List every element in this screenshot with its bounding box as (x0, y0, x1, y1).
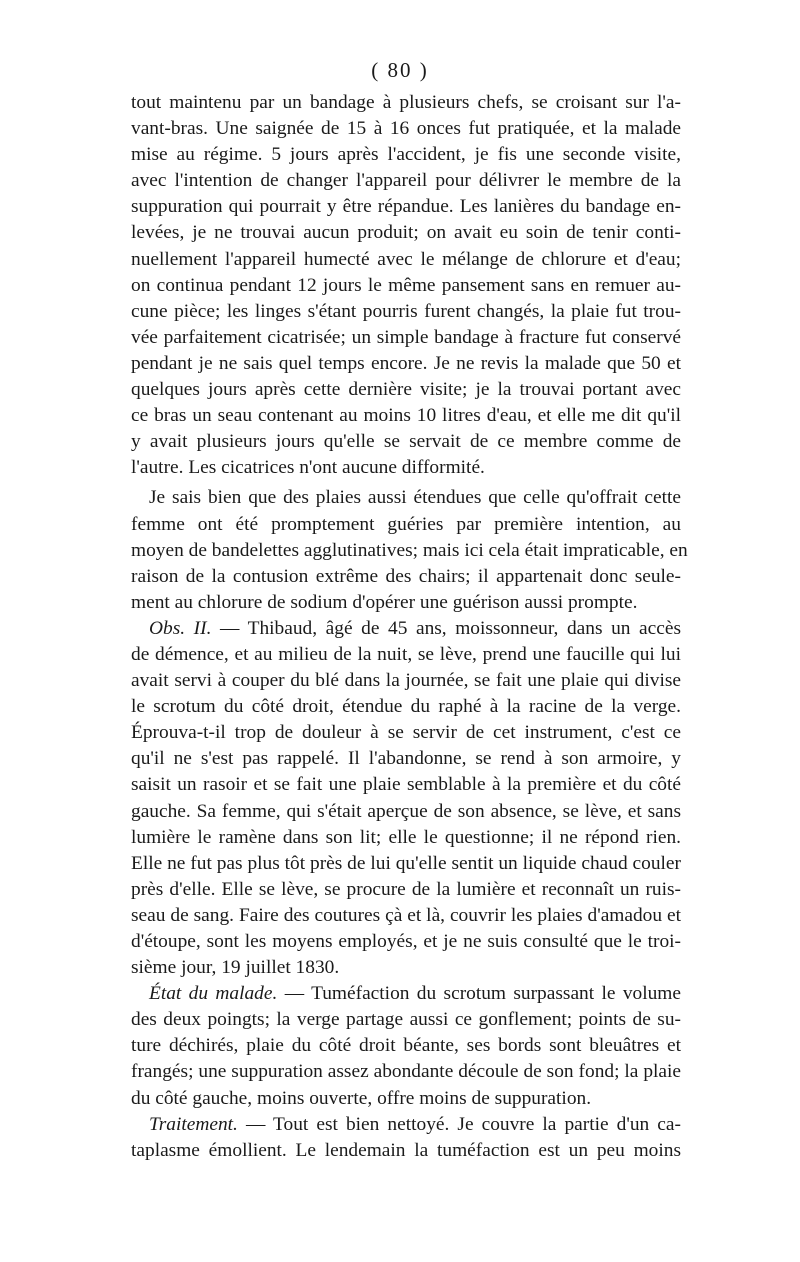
paragraph-1 (131, 90, 681, 481)
text-line: qu'il ne s'est pas rappelé. Il l'abandonne, se rend à son armoire, y (131, 748, 681, 770)
text-line: avait servi à couper du blé dans la journée, se fait une plaie qui divise (131, 670, 681, 692)
text-line: frangés; une suppuration assez abondante découle de son fond; la plaie (131, 1061, 681, 1083)
observation-heading: Obs. II. (149, 617, 212, 639)
section-heading: Traitement. (149, 1113, 238, 1135)
text-line: ture déchirés, plaie du côté droit béante, ses bords sont bleuâtres et (131, 1035, 681, 1057)
text-line (131, 1112, 681, 1138)
text-line: gauche. Sa femme, qui s'était aperçue de son absence, se lève, et sans (131, 800, 681, 822)
page-body (131, 90, 688, 1164)
text-line: près d'elle. Elle se lève, se procure de la lumière et reconnaît un ruis- (131, 878, 681, 900)
text-line: moyen de bandelettes agglutinatives; mais ici cela était impraticable, en (131, 539, 688, 561)
text-line: vant-bras. Une saignée de 15 à 16 onces fut pratiquée, et la malade (131, 118, 681, 140)
text-line: de démence, et au milieu de la nuit, se lève, prend une faucille qui lui (131, 643, 681, 665)
text-line: lumière le ramène dans son lit; elle le questionne; il ne répond rien. (131, 826, 681, 848)
text-line: avec l'intention de changer l'appareil pour délivrer le membre de la (131, 170, 681, 192)
text-line: le scrotum du côté droit, étendue du raphé à la racine de la verge. (131, 696, 681, 718)
text-line: raison de la contusion extrême des chairs; il appartenait donc seule- (131, 565, 681, 587)
text-line: seau de sang. Faire des coutures çà et là, couvrir les plaies d'amadou et (131, 904, 681, 926)
text-line: pendant je ne sais quel temps encore. Je ne revis la malade que 50 et (131, 352, 681, 374)
paragraph-etat-du-malade (131, 981, 681, 1111)
text-line: des deux poingts; la verge partage aussi ce gonflement; points de su- (131, 1009, 681, 1031)
paragraph-obs-2 (131, 616, 681, 981)
page-number: ( 80 ) (371, 58, 429, 82)
text-line: tout maintenu par un bandage à plusieurs chefs, se croisant sur l'a- (131, 92, 681, 113)
paragraph-traitement (131, 1112, 681, 1164)
text-line: ce bras un seau contenant au moins 10 litres d'eau, et elle me dit qu'il (131, 405, 681, 427)
text-line: quelques jours après cette dernière visite; je la trouvai portant avec (131, 379, 681, 401)
text-run: — Tout est bien nettoyé. Je couvre la partie d'un ca- (245, 1113, 681, 1135)
text-line: nuellement l'appareil humecté avec le mélange de chlorure et d'eau; (131, 248, 681, 270)
text-line: levées, je ne trouvai aucun produit; on avait eu soin de tenir conti- (131, 222, 681, 244)
text-line: cune pièce; les linges s'étant pourris furent changés, la plaie fut trou- (131, 300, 681, 322)
text-line: y avait plusieurs jours qu'elle se servait de ce membre comme de (131, 431, 681, 453)
text-line: Elle ne fut pas plus tôt près de lui qu'elle sentit un liquide chaud couler (131, 852, 681, 874)
text-line: on continua pendant 12 jours le même pansement sans en remuer au- (131, 274, 681, 296)
text-run: — Thibaud, âgé de 45 ans, moissonneur, dans un accès (220, 617, 682, 639)
text-line: d'étoupe, sont les moyens employés, et je ne suis consulté que le troi- (131, 931, 681, 952)
text-line: vée parfaitement cicatrisée; un simple bandage à fracture fut conservé (131, 326, 681, 348)
text-line: saisit un rasoir et se fait une plaie semblable à la première et du côté (131, 774, 681, 796)
text-line: du côté gauche, moins ouverte, offre moins de suppuration. (131, 1087, 592, 1109)
text-line: mise au régime. 5 jours après l'accident, je fis une seconde visite, (131, 144, 681, 166)
text-line: taplasme émollient. Le lendemain la tuméfaction est un peu moins (131, 1139, 681, 1161)
paragraph-2 (131, 485, 688, 615)
text-line: femme ont été promptement guéries par première intention, au (131, 513, 681, 535)
text-line: sième jour, 19 juillet 1830. (131, 957, 340, 979)
text-line (131, 981, 681, 1007)
text-line: ment au chlorure de sodium d'opérer une guérison aussi prompte. (131, 591, 638, 613)
text-run: — Tuméfaction du scrotum surpassant le volume (284, 983, 681, 1005)
text-line: suppuration qui pourrait y être répandue. Les lanières du bandage en- (131, 196, 681, 218)
text-line: Éprouva-t-il trop de douleur à se servir de cet instrument, c'est ce (131, 722, 681, 744)
text-line: Je sais bien que des plaies aussi étendues que celle qu'offrait cette (149, 487, 681, 509)
text-line: l'autre. Les cicatrices n'ont aucune difformité. (131, 457, 485, 479)
text-line (131, 616, 681, 642)
section-heading: État du malade. (149, 983, 278, 1005)
